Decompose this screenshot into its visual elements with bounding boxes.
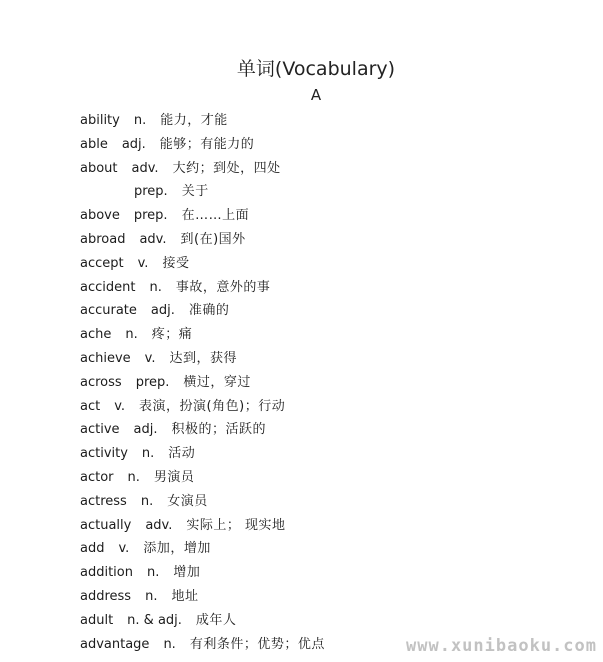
- vocab-meaning: 表演，扮演(角色)；行动: [139, 398, 286, 414]
- part-of-speech: n.: [127, 469, 140, 485]
- part-of-speech: v.: [114, 398, 126, 414]
- section-letter: A: [310, 86, 322, 104]
- vocab-word: actually: [80, 517, 132, 533]
- vocab-meaning: 增加: [173, 565, 201, 581]
- vocab-entry: [80, 326, 325, 350]
- vocab-word: able: [80, 136, 108, 152]
- vocab-word: achieve: [80, 350, 131, 366]
- vocab-entry: [80, 160, 325, 184]
- vocab-word: add: [80, 541, 105, 557]
- part-of-speech: prep.: [134, 184, 168, 200]
- vocab-word: across: [80, 374, 122, 390]
- vocab-word: abroad: [80, 231, 126, 247]
- part-of-speech: n. & adj.: [127, 612, 182, 628]
- vocab-word: accept: [80, 255, 124, 271]
- vocab-word: address: [80, 588, 132, 604]
- part-of-speech: n.: [163, 636, 176, 652]
- vocab-meaning: 女演员: [167, 493, 208, 509]
- vocab-word: active: [80, 422, 120, 438]
- vocab-meaning: 能够；有能力的: [159, 136, 255, 152]
- vocab-word: actress: [80, 493, 127, 509]
- vocab-entry: [80, 398, 325, 422]
- vocab-entry: [80, 136, 325, 160]
- part-of-speech: adj.: [121, 136, 146, 152]
- vocab-entry: [80, 302, 325, 326]
- vocab-entry: [80, 183, 325, 207]
- part-of-speech: n.: [133, 113, 147, 128]
- watermark: www.xunibaoku.com: [406, 636, 597, 656]
- vocab-meaning: 添加，增加: [143, 541, 211, 557]
- vocab-word: accident: [80, 279, 136, 295]
- vocab-meaning: 在……上面: [181, 208, 250, 224]
- vocab-entry: [80, 231, 325, 255]
- vocab-entry: [80, 517, 325, 541]
- vocab-entry: [80, 493, 325, 517]
- part-of-speech: prep.: [133, 208, 168, 224]
- vocab-entry: [80, 421, 325, 445]
- vocab-entry: [80, 350, 325, 374]
- page-title: 单词(Vocabulary): [236, 58, 396, 80]
- part-of-speech: v.: [118, 541, 130, 557]
- vocab-word: ability: [80, 113, 120, 128]
- part-of-speech: n.: [146, 565, 160, 581]
- vocab-meaning: 成年人: [195, 612, 237, 628]
- part-of-speech: n.: [145, 588, 158, 604]
- vocab-meaning: 到(在)国外: [180, 231, 246, 247]
- vocab-meaning: 横过，穿过: [183, 374, 251, 390]
- part-of-speech: n.: [149, 279, 162, 295]
- vocab-meaning: 关于: [181, 184, 209, 200]
- vocab-entry: [80, 207, 325, 231]
- vocab-meaning: 准确的: [188, 303, 230, 319]
- vocab-entry: [80, 112, 325, 136]
- vocab-word: about: [80, 160, 118, 176]
- vocab-word: above: [80, 208, 120, 224]
- vocab-meaning: 大约；到处，四处: [172, 160, 281, 176]
- vocab-word: activity: [80, 446, 128, 462]
- vocab-meaning: 实际上； 现实地: [186, 517, 286, 533]
- vocab-meaning: 疼；痛: [151, 327, 193, 343]
- part-of-speech: n.: [140, 493, 154, 509]
- vocab-word: accurate: [80, 303, 137, 319]
- vocab-word: act: [80, 398, 101, 414]
- vocab-meaning: 活动: [168, 446, 196, 462]
- vocab-entry: [80, 564, 325, 588]
- vocab-entry: [80, 469, 325, 493]
- vocab-meaning: 男演员: [153, 469, 195, 485]
- vocab-entry: [80, 612, 325, 636]
- vocab-entry: [80, 540, 325, 564]
- vocab-entry: [80, 636, 325, 660]
- vocab-word: actor: [80, 469, 114, 485]
- part-of-speech: adj.: [133, 422, 158, 438]
- part-of-speech: n.: [125, 327, 138, 343]
- vocab-meaning: 事故，意外的事: [175, 279, 271, 295]
- vocab-meaning: 地址: [171, 588, 199, 604]
- vocab-entry: [80, 445, 325, 469]
- vocab-entry: [80, 588, 325, 612]
- vocab-meaning: 积极的；活跃的: [171, 422, 266, 438]
- vocab-entry: [80, 279, 325, 303]
- part-of-speech: adv.: [131, 160, 159, 176]
- part-of-speech: adj.: [150, 303, 175, 319]
- vocab-word: adult: [80, 612, 114, 628]
- vocabulary-list: [80, 112, 325, 659]
- part-of-speech: adv.: [139, 231, 167, 247]
- vocab-meaning: 能力，才能: [160, 113, 228, 128]
- part-of-speech: v.: [137, 255, 149, 271]
- vocab-meaning: 接受: [162, 255, 190, 271]
- vocab-meaning: 达到，获得: [169, 350, 237, 366]
- vocab-word: advantage: [80, 636, 150, 652]
- part-of-speech: v.: [144, 350, 156, 366]
- part-of-speech: prep.: [135, 374, 170, 390]
- vocab-word: addition: [80, 565, 133, 581]
- part-of-speech: n.: [141, 446, 155, 462]
- vocab-word: ache: [80, 327, 112, 343]
- vocab-entry: [80, 374, 325, 398]
- vocab-entry: [80, 255, 325, 279]
- vocab-meaning: 有利条件；优势；优点: [189, 636, 325, 652]
- part-of-speech: adv.: [145, 517, 173, 533]
